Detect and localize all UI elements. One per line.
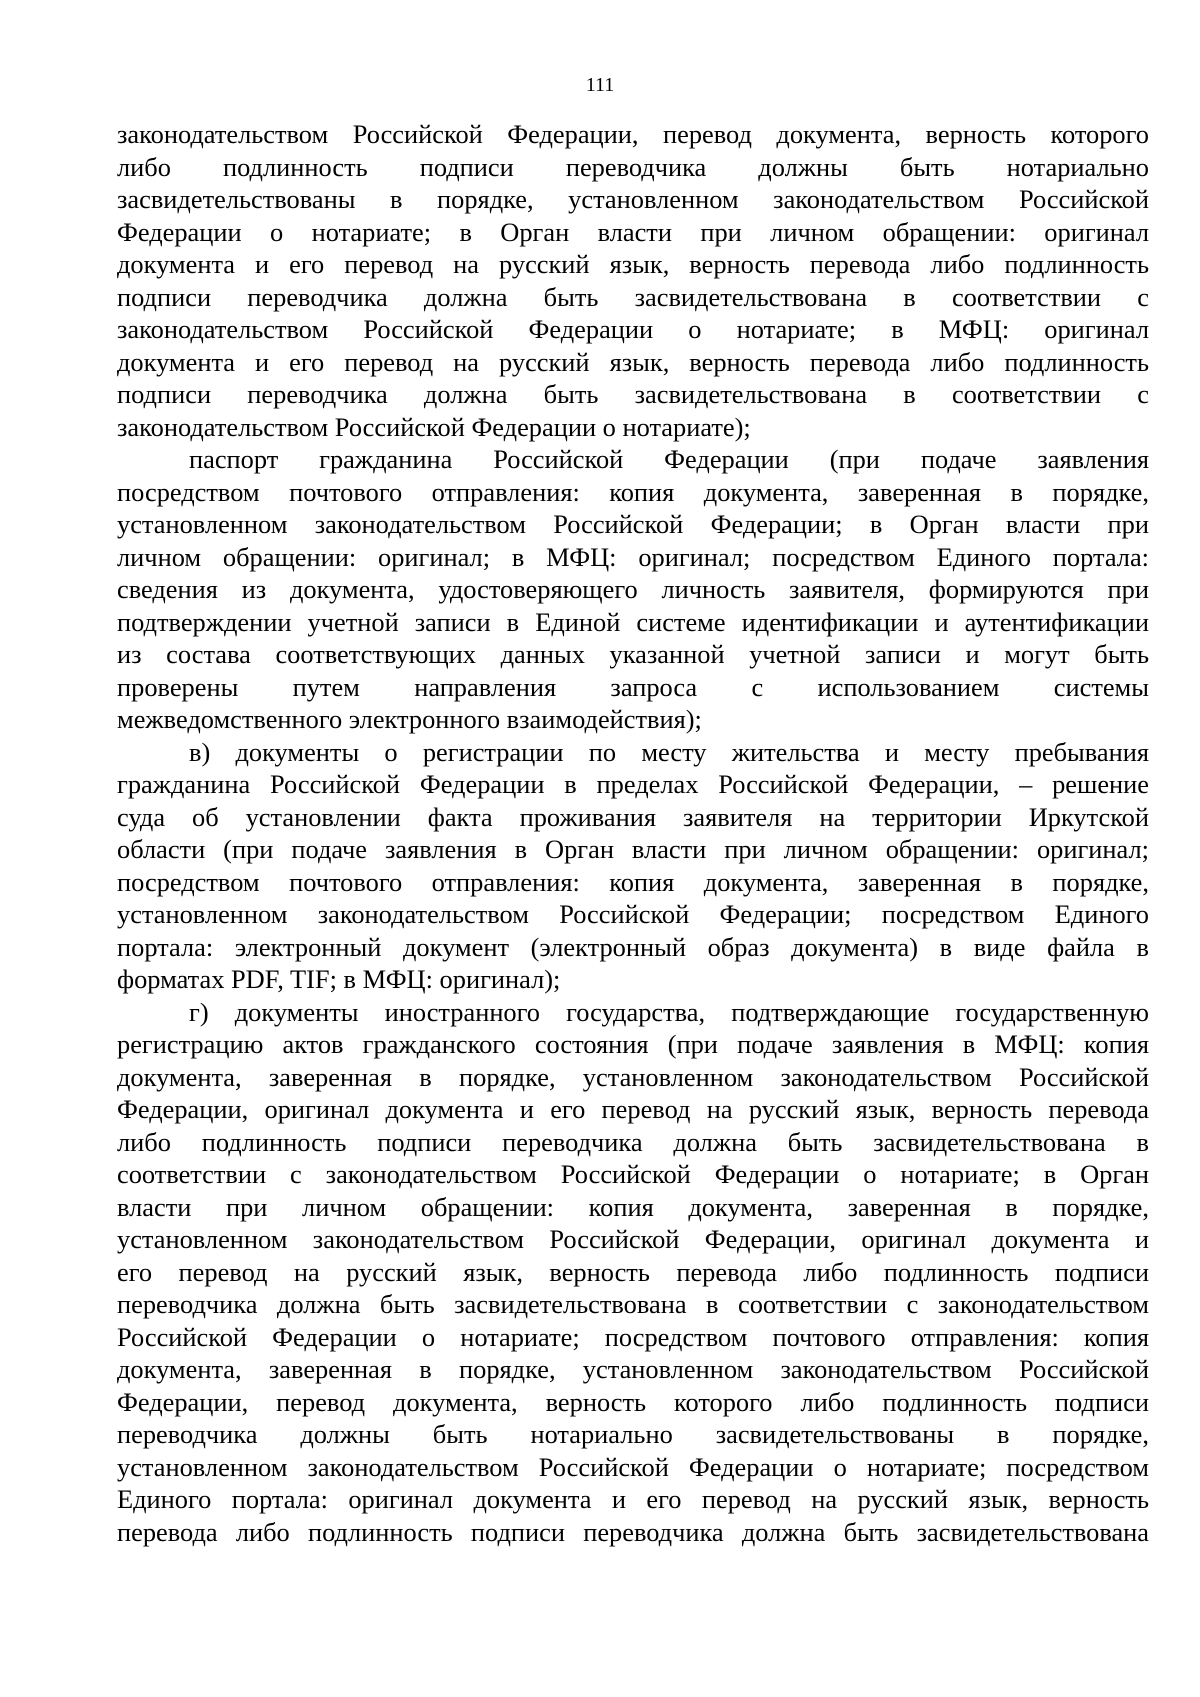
- text-line: личном обращении: оригинал; в МФЦ: оригинал; посредством Единого портала:: [117, 541, 1149, 572]
- document-body: [117, 118, 1149, 1548]
- text-line: законодательством Российской Федерации о нотариате; в МФЦ: оригинал: [117, 314, 1149, 344]
- text-line: Федерации, перевод документа, верность которого либо подлинность подписи: [117, 1386, 1149, 1417]
- text-line: установленном законодательством Российской Федерации, оригинал документа и: [117, 1224, 1149, 1254]
- text-line: документа и его перевод на русский язык, верность перевода либо подлинность: [117, 346, 1149, 377]
- page-number: 111: [585, 74, 615, 96]
- text-line: паспорт гражданина Российской Федерации (при подаче заявления: [189, 444, 1149, 474]
- text-line: Единого портала: оригинал документа и его перевод на русский язык, верность: [117, 1484, 1149, 1514]
- text-line: форматах PDF, TIF; в МФЦ: оригинал);: [117, 964, 561, 994]
- text-line: регистрацию актов гражданского состояния (при подаче заявления в МФЦ: копия: [117, 1029, 1149, 1059]
- text-line: Федерации, оригинал документа и его перевод на русский язык, верность перевода: [117, 1094, 1149, 1124]
- text-line: проверены путем направления запроса с использованием системы: [117, 671, 1149, 702]
- text-line: сведения из документа, удостоверяющего личность заявителя, формируются при: [117, 574, 1149, 604]
- text-line: межведомственного электронного взаимодействия);: [117, 704, 702, 734]
- paragraph: [117, 996, 1149, 1549]
- text-line: документа, заверенная в порядке, установленном законодательством Российской: [117, 1061, 1149, 1092]
- text-line: законодательством Российской Федерации, перевод документа, верность которого: [117, 119, 1149, 149]
- text-line: документа и его перевод на русский язык, верность перевода либо подлинность: [117, 249, 1149, 279]
- text-line: переводчика должна быть засвидетельствована в соответствии с законодательством: [117, 1289, 1149, 1319]
- text-line: установленном законодательством Российской Федерации; посредством Единого: [117, 899, 1149, 929]
- paragraph: [117, 443, 1149, 736]
- text-line: посредством почтового отправления: копия документа, заверенная в порядке,: [117, 476, 1149, 507]
- text-line: либо подлинность подписи переводчика должна быть засвидетельствована в: [117, 1126, 1149, 1157]
- paragraph: [117, 736, 1149, 996]
- text-line: подтверждении учетной записи в Единой системе идентификации и аутентификации: [117, 606, 1149, 637]
- text-line: из состава соответствующих данных указанной учетной записи и могут быть: [117, 639, 1149, 669]
- text-line: Федерации о нотариате; в Орган власти при личном обращении: оригинал: [117, 216, 1149, 247]
- paragraph: [117, 118, 1149, 443]
- text-line: власти при личном обращении: копия документа, заверенная в порядке,: [117, 1191, 1149, 1222]
- text-line: гражданина Российской Федерации в пределах Российской Федерации, – решение: [117, 769, 1149, 799]
- text-line: переводчика должны быть нотариально засвидетельствованы в порядке,: [117, 1419, 1149, 1449]
- text-line: установленном законодательством Российской Федерации; в Орган власти при: [117, 509, 1149, 539]
- text-line: подписи переводчика должна быть засвидетельствована в соответствии с: [117, 281, 1149, 312]
- text-line: портала: электронный документ (электронный образ документа) в виде файла в: [117, 931, 1149, 962]
- text-line: подписи переводчика должна быть засвидетельствована в соответствии с: [117, 379, 1149, 409]
- text-line: документа, заверенная в порядке, установленном законодательством Российской: [117, 1354, 1149, 1384]
- text-line: соответствии с законодательством Российской Федерации о нотариате; в Орган: [117, 1159, 1149, 1189]
- text-line: перевода либо подлинность подписи переводчика должна быть засвидетельствована: [117, 1516, 1149, 1547]
- text-line: установленном законодательством Российской Федерации о нотариате; посредством: [117, 1451, 1149, 1482]
- text-line: посредством почтового отправления: копия документа, заверенная в порядке,: [117, 866, 1149, 897]
- text-line: либо подлинность подписи переводчика должны быть нотариально: [117, 151, 1149, 182]
- text-line: суда об установлении факта проживания заявителя на территории Иркутской: [117, 801, 1149, 832]
- text-line: в) документы о регистрации по месту жительства и месту пребывания: [189, 736, 1149, 767]
- text-line: Российской Федерации о нотариате; посредством почтового отправления: копия: [117, 1321, 1149, 1352]
- text-line: законодательством Российской Федерации о нотариате);: [117, 411, 751, 442]
- text-line: области (при подаче заявления в Орган власти при личном обращении: оригинал;: [117, 834, 1149, 864]
- text-line: его перевод на русский язык, верность перевода либо подлинность подписи: [117, 1256, 1149, 1287]
- text-line: засвидетельствованы в порядке, установленном законодательством Российской: [117, 184, 1149, 214]
- text-line: г) документы иностранного государства, подтверждающие государственную: [189, 996, 1149, 1027]
